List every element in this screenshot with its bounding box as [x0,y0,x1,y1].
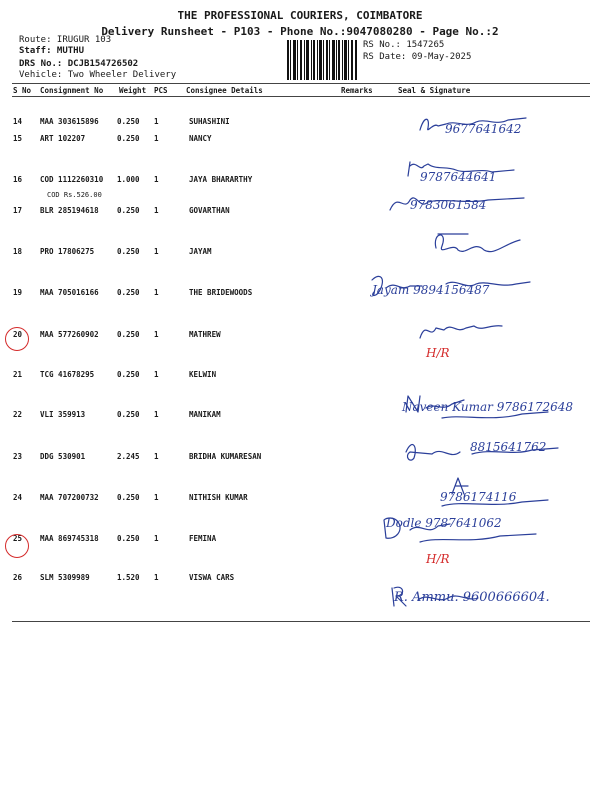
row-pcs: 1 [154,247,159,256]
red-circle-mark [5,327,29,351]
row-consignment-no: SLM 5309989 [40,573,90,582]
row-consignment-no: MAA 707200732 [40,493,99,502]
row-consignment-no: TCG 41678295 [40,370,95,379]
row-consignee-name: NITHISH KUMAR [189,493,248,502]
signature-scribble [428,226,528,264]
row-sno: 14 [13,117,23,126]
row-pcs: 1 [154,117,159,126]
col-pcs: PCS [154,86,168,95]
col-weight: Weight [119,86,147,95]
row-pcs: 1 [154,206,159,215]
handwritten-mark: H/R [426,346,450,360]
col-remarks: Remarks [341,86,373,95]
row-pcs: 1 [154,370,159,379]
row-sno: 26 [13,573,23,582]
header-bottom-rule [12,96,590,97]
row-consignment-no: MAA 869745318 [40,534,99,543]
rs-date: RS Date: 09-May-2025 [363,52,472,62]
row-pcs: 1 [154,288,159,297]
col-seal: Seal & Signature [398,86,471,95]
row-consignment-no: PRO 17806275 [40,247,95,256]
row-consignee-name: THE BRIDEWOODS [189,288,253,297]
signature-phone: 9783061584 [410,198,487,212]
signature-phone: Naveen Kumar 9786172648 [402,400,574,414]
row-consignee-name: MANIKAM [189,410,221,419]
signature-phone: R. Ammu. 9600666604. [394,590,550,605]
row-consignment-no: MAA 705016166 [40,288,99,297]
row-weight: 0.250 [117,117,140,126]
signature-phone: 8815641762 [470,440,547,454]
row-weight: 0.250 [117,134,140,143]
signature-phone: 9787644641 [420,170,497,184]
row-consignee-name: VISWA CARS [189,573,235,582]
row-pcs: 1 [154,330,159,339]
row-consignee-name: NANCY [189,134,212,143]
row-pcs: 1 [154,134,159,143]
row-sno: 17 [13,206,23,215]
row-pcs: 1 [154,493,159,502]
row-pcs: 1 [154,573,159,582]
row-consignment-no: DDG 530901 [40,452,86,461]
row-consignment-no: MAA 303615896 [40,117,99,126]
barcode-icon [287,40,357,80]
row-cod-note: COD Rs.526.00 [47,191,102,199]
header-top-rule [12,83,590,84]
signature-scribble [416,316,506,342]
route-label: Route: IRUGUR 103 [19,35,112,45]
row-pcs: 1 [154,534,159,543]
row-sno: 20 [13,330,23,339]
table-bottom-rule [12,621,590,622]
row-consignment-no: BLR 285194618 [40,206,99,215]
row-consignee-name: FEMINA [189,534,217,543]
signature-phone: Dodle 9787641062 [386,516,502,530]
rs-number: RS No.: 1547265 [363,40,445,50]
row-sno: 16 [13,175,23,184]
row-sno: 24 [13,493,23,502]
red-circle-mark [5,534,29,558]
row-consignment-no: COD 1112260310 [40,175,104,184]
row-consignee-name: JAYA BHARARTHY [189,175,253,184]
drs-label: DRS No.: DCJB154726502 [19,59,139,69]
row-weight: 0.250 [117,247,140,256]
row-sno: 25 [13,534,23,543]
signature-phone: 9677641642 [445,122,522,136]
row-sno: 18 [13,247,23,256]
row-consignee-name: GOVARTHAN [189,206,230,215]
row-weight: 1.520 [117,573,140,582]
col-consignee: Consignee Details [186,86,263,95]
row-consignee-name: SUHASHINI [189,117,230,126]
row-consignment-no: ART 102207 [40,134,86,143]
row-consignee-name: KELWIN [189,370,217,379]
row-pcs: 1 [154,452,159,461]
row-weight: 0.250 [117,410,140,419]
row-weight: 0.250 [117,288,140,297]
col-consignment: Consignment No [40,86,104,95]
row-weight: 0.250 [117,206,140,215]
row-consignment-no: MAA 577260902 [40,330,99,339]
row-weight: 0.250 [117,493,140,502]
handwritten-mark: H/R [426,552,450,566]
row-sno: 21 [13,370,23,379]
row-weight: 0.250 [117,370,140,379]
row-weight: 2.245 [117,452,140,461]
row-sno: 22 [13,410,23,419]
row-consignment-no: VLI 359913 [40,410,86,419]
row-sno: 23 [13,452,23,461]
row-weight: 0.250 [117,330,140,339]
col-sno: S No [13,86,32,95]
row-sno: 15 [13,134,23,143]
staff-label: Staff: MUTHU [19,46,85,56]
row-weight: 0.250 [117,534,140,543]
row-weight: 1.000 [117,175,140,184]
row-consignee-name: JAYAM [189,247,212,256]
row-consignee-name: MATHREW [189,330,221,339]
signature-phone: 9786174116 [440,490,517,504]
row-pcs: 1 [154,410,159,419]
company-title: THE PROFESSIONAL COURIERS, COIMBATORE [177,9,423,22]
row-pcs: 1 [154,175,159,184]
signature-phone: Jayam 9894156487 [372,283,490,297]
vehicle-label: Vehicle: Two Wheeler Delivery [19,70,177,80]
row-sno: 19 [13,288,23,297]
row-consignee-name: BRIDHA KUMARESAN [189,452,262,461]
runsheet-subtitle: Delivery Runsheet - P103 - Phone No.:9047080280 - Page No.:2 [101,25,499,38]
